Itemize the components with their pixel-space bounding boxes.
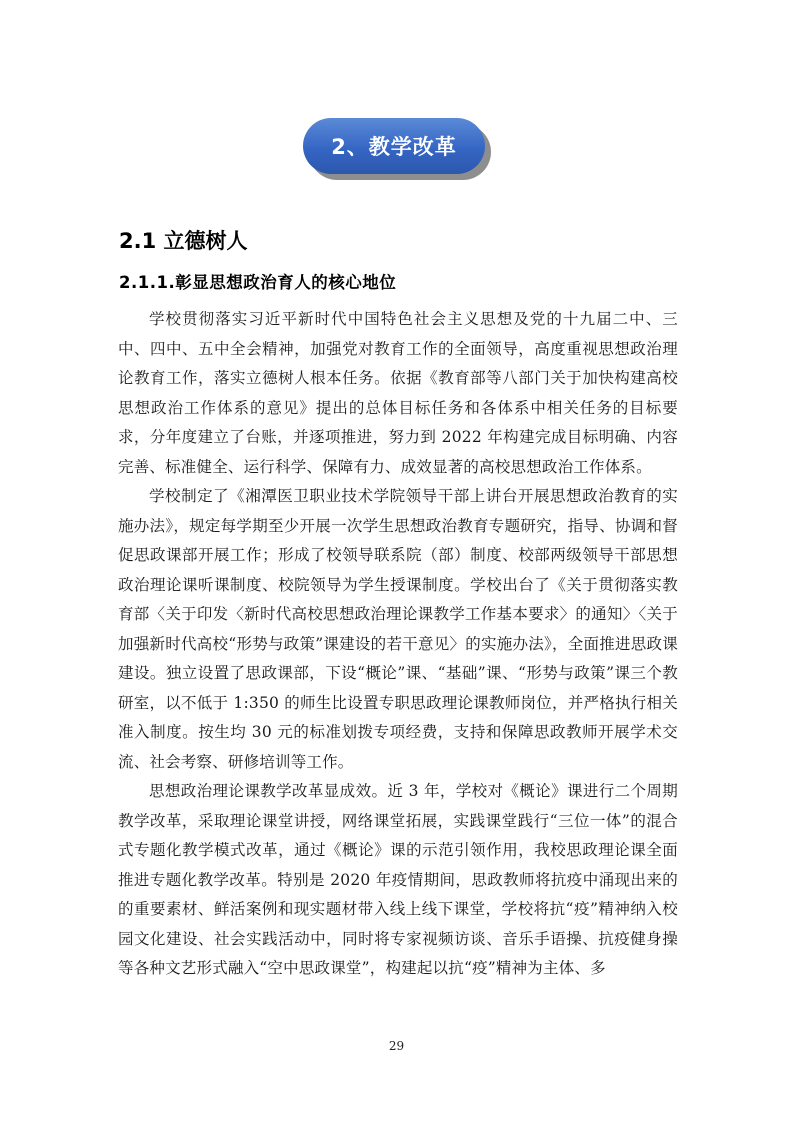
paragraph: 学校贯彻落实习近平新时代中国特色社会主义思想及党的十九届二中、三中、四中、五中全会精神，加强党对教育工作的全面领导，高度重视思想政治理论教育工作，落实立德树人根本任务。依据《教育部等八部门关于加快构建高校思想政治工作体系的意见》提出的总体目标任务和各体系中相关任务的目标要求，分年度建立了台账，并逐项推进，努力到 2022 年构建完成目标明确、内容完善、标准健全、运行科学、保障有力、成效显著的高校思想政治工作体系。 — [118, 310, 678, 476]
paragraph: 学校制定了《湘潭医卫职业技术学院领导干部上讲台开展思想政治教育的实施办法》，规定每学期至少开展一次学生思想政治教育专题研究，指导、协调和督促思政课部开展工作；形成了校领导联系院（部）制度、校部两级领导干部思想政治理论课听课制度、校院领导为学生授课制度。学校出台了《关于贯彻落实教育部〈关于印发〈新时代高校思想政治理论课教学工作基本要求〉的通知〉〈关于加强新时代高校“形势与政策”课建设的若干意见〉的实施办法》，全面推进思政课建设。独立设置了思政课部，下设“概论”课、“基础”课、“形势与政策”课三个教研室，以不低于 1:350 的师生比设置专职思政理论课教师岗位，并严格执行相关准入制度。按生均 30 元的标准划拨专项经费，支持和保障思政教师开展学术交流、社会考察、研修培训等工作。 — [118, 487, 678, 771]
page-number: 29 — [388, 1039, 405, 1053]
chapter-banner-wrap — [303, 118, 491, 180]
chapter-title: 2、教学改革 — [303, 118, 485, 174]
paragraph: 思想政治理论课教学改革显成效。近 3 年，学校对《概论》课进行二个周期教学改革，采取理论课堂讲授，网络课堂拓展，实践课堂践行“三位一体”的混合式专题化教学模式改革，通过《概论》课的示范引领作用，我校思政理论课全面推进专题化教学改革。特别是 2020 年疫情期间，思政教师将抗疫中涌现出来的的重要素材、鲜活案例和现实题材带入线上线下课堂，学校将抗“疫”精神纳入校园文化建设、社会实践活动中，同时将专家视频访谈、音乐手语操、抗疫健身操等各种文艺形式融入“空中思政课堂”，构建起以抗“疫”精神为主体、多 — [118, 782, 678, 977]
section-title: 2.1 立德树人 — [119, 229, 248, 253]
body-text — [118, 305, 678, 984]
subsection-title: 2.1.1.彰显思想政治育人的核心地位 — [119, 273, 397, 292]
